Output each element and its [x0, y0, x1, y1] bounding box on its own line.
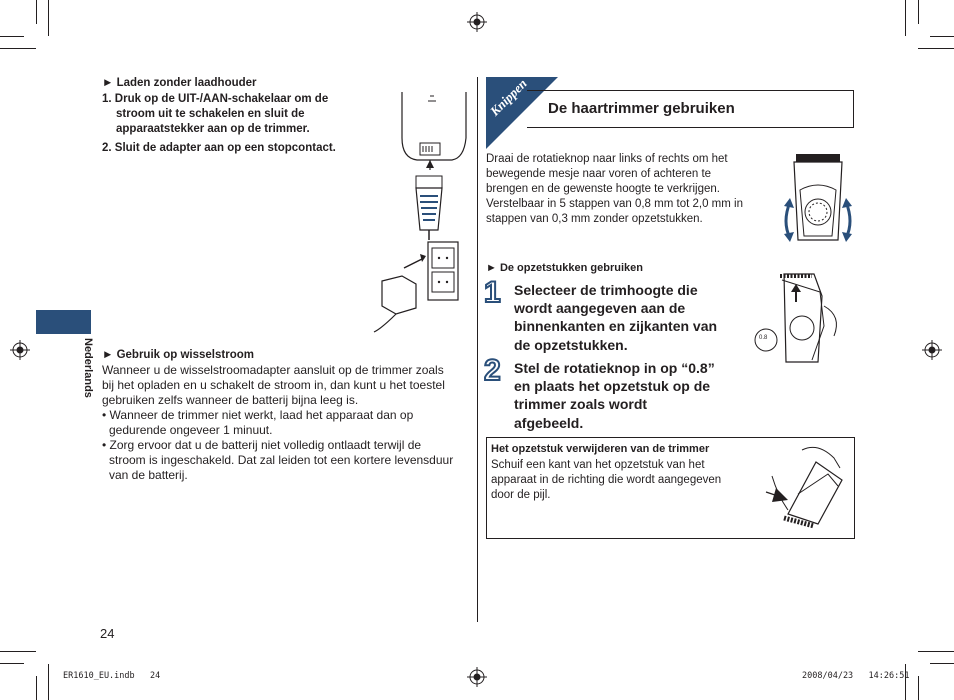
text-line: Verstelbaar in 5 stappen van 0,8 mm tot 2,0 mm in [486, 198, 743, 210]
crop-mark [36, 0, 37, 24]
text-line: door de pijl. [491, 489, 551, 501]
crop-mark [905, 0, 906, 36]
column-divider [477, 77, 478, 622]
text-line: brengen en de gewenste hoogte te verkrijgen. [486, 183, 720, 195]
text-line: apparaat in de richting die wordt aangegeven [491, 474, 722, 486]
page-title: De haartrimmer gebruiken [548, 100, 735, 117]
crop-mark [0, 651, 36, 652]
crop-mark [36, 676, 37, 700]
step-number: 2 [484, 354, 501, 387]
info-box-title: Het opzetstuk verwijderen van de trimmer [491, 443, 710, 455]
text-line: en plaats het opzetstuk op de [514, 378, 711, 395]
text-line: 1. Druk op de UIT-/AAN-schakelaar om de [102, 93, 329, 105]
text-line: Selecteer de trimhoogte die [514, 282, 698, 298]
text-line: stappen van 0,3 mm zonder opzetstukken. [486, 213, 703, 225]
crop-mark [0, 663, 24, 664]
text-line: wordt aangegeven aan de [514, 300, 686, 317]
registration-mark-icon [10, 340, 30, 360]
step-number: 1 [484, 276, 501, 309]
step-text [514, 359, 715, 432]
registration-mark-icon [467, 667, 487, 687]
text-line: • Zorg ervoor dat u de batterij niet volledig ontlaadt terwijl de [102, 438, 422, 452]
text-line: gebruiken zelfs wanneer de batterij bijna leeg is. [102, 393, 359, 407]
crop-mark [48, 664, 49, 700]
charging-illustration [372, 88, 472, 338]
dial-label: 0.8 [759, 335, 768, 341]
text-line: binnenkanten en zijkanten van [514, 318, 718, 335]
registration-mark-icon [467, 12, 487, 32]
text-line: Schuif een kant van het opzetstuk van het [491, 459, 705, 471]
text-line: bij het opladen en u schakelt de stroom in, dan kunt u het toestel [102, 378, 445, 392]
crop-mark [48, 0, 49, 36]
language-tab [36, 310, 91, 334]
text-line: van de batterij. [109, 468, 188, 482]
text-line: apparaatstekker aan op de trimmer. [116, 123, 310, 135]
text-line: stroom uit te schakelen en sluit de [116, 108, 305, 120]
attachment-illustration [752, 266, 850, 368]
info-box-text [491, 458, 721, 503]
crop-mark [918, 651, 954, 652]
trimmer-dial-illustration [778, 150, 858, 250]
crop-mark [918, 676, 919, 700]
text-line: Draai de rotatieknop naar links of rechts om het [486, 153, 728, 165]
section-heading: ► Gebruik op wisselstroom [102, 349, 254, 361]
crop-mark [930, 36, 954, 37]
footer-file: ER1610_EU.indb 24 [63, 671, 161, 681]
text-line: Stel de rotatieknop in op “0.8” [514, 360, 715, 376]
crop-mark [930, 663, 954, 664]
text-line: • Wanneer de trimmer niet werkt, laad het apparaat dan op [102, 408, 414, 422]
text-line: stroom is ingeschakeld. Dat zal leiden tot een kortere levensduur [109, 453, 454, 467]
crop-mark [918, 0, 919, 24]
text-line: bewegende mesje naar voren of achteren te [486, 168, 712, 180]
text-line: Wanneer u de wisselstroomadapter aansluit op de trimmer zoals [102, 363, 444, 377]
language-label: Nederlands [82, 338, 94, 398]
text-line: de opzetstukken. [514, 336, 628, 353]
crop-mark [0, 48, 36, 49]
corner-tag-label: Knippen [487, 75, 530, 119]
text-line: afgebeeld. [514, 414, 584, 431]
text-line: trimmer zoals wordt [514, 396, 648, 413]
step-text: 2. Sluit de adapter aan op een stopcontact. [102, 142, 336, 154]
page-number: 24 [100, 626, 115, 641]
crop-mark [918, 48, 954, 49]
crop-mark [0, 36, 24, 37]
body-text [102, 363, 453, 483]
intro-text [486, 152, 743, 227]
step-text [102, 92, 328, 137]
sub-heading: ► De opzetstukken gebruiken [486, 262, 643, 274]
text-line: gedurende ongeveer 1 minuut. [109, 423, 273, 437]
footer-timestamp: 2008/04/23 14:26:51 [802, 671, 910, 681]
section-heading: ► Laden zonder laadhouder [102, 77, 257, 89]
crop-mark [905, 664, 906, 700]
removal-illustration [758, 440, 850, 534]
registration-mark-icon [922, 340, 942, 360]
step-text [514, 281, 717, 354]
